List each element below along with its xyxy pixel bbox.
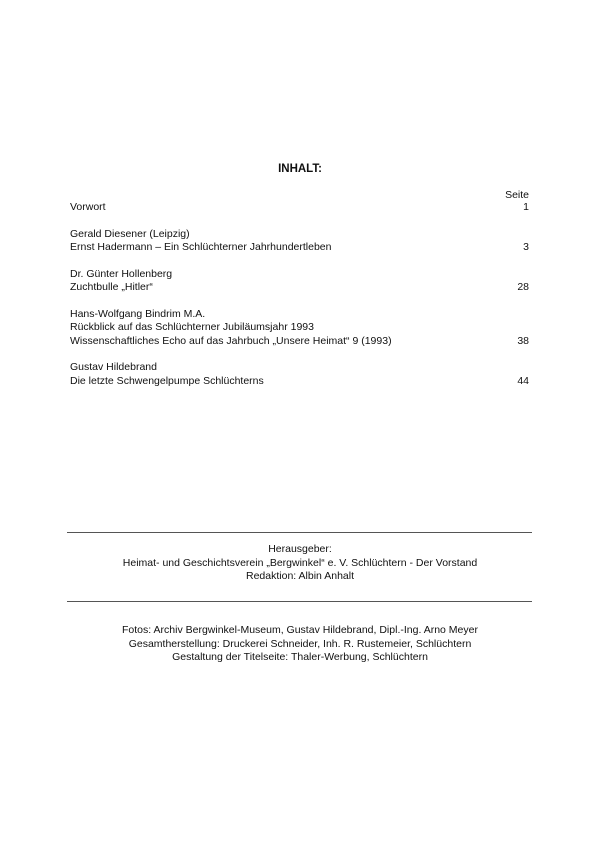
cover-credits: Gestaltung der Titelseite: Thaler-Werbung, Schlüchtern: [172, 651, 428, 663]
entry-page-number: 44: [517, 374, 529, 387]
publisher-block: [0, 543, 600, 584]
entry-title-continued: Wissenschaftliches Echo auf das Jahrbuch „Unsere Heimat“ 9 (1993): [70, 334, 392, 347]
entry-title: Vorwort: [70, 201, 106, 213]
production-credits: Gesamtherstellung: Druckerei Schneider, Inh. R. Rustemeier, Schlüchtern: [128, 637, 472, 650]
toc-entry-schwengelpumpe: [70, 361, 529, 388]
editor-credit: Redaktion: Albin Anhalt: [246, 570, 354, 582]
toc-entry-zuchtbulle: [70, 268, 529, 295]
page-column-label: Seite: [505, 189, 529, 201]
entry-page-number: 1: [523, 201, 529, 213]
entry-page-number: 28: [517, 281, 529, 293]
toc-entry-foreword: [70, 201, 529, 215]
entry-author: Hans-Wolfgang Bindrim M.A.: [70, 307, 206, 320]
divider-top: [67, 532, 532, 533]
entry-page-number: 38: [517, 334, 529, 347]
toc-heading: INHALT:: [278, 163, 322, 175]
publisher-label: Herausgeber:: [268, 543, 332, 555]
entry-author: Gustav Hildebrand: [70, 361, 157, 373]
entry-title: Ernst Hadermann – Ein Schlüchterner Jahrhundertleben: [70, 241, 332, 253]
entry-title: Die letzte Schwengelpumpe Schlüchterns: [70, 374, 264, 387]
entry-title: Zuchtbulle „Hitler“: [70, 281, 153, 293]
credits-block: [0, 624, 600, 665]
publisher-name: Heimat- und Geschichtsverein „Bergwinkel“ e. V. Schlüchtern - Der Vorstand: [122, 556, 478, 569]
table-of-contents: [70, 201, 529, 401]
photo-credits: Fotos: Archiv Bergwinkel-Museum, Gustav Hildebrand, Dipl.-Ing. Arno Meyer: [122, 624, 478, 636]
toc-entry-jubilaeumsjahr: [70, 308, 529, 349]
entry-author: Dr. Günter Hollenberg: [70, 267, 173, 280]
toc-entry-hadermann: [70, 228, 529, 255]
entry-title: Rückblick auf das Schlüchterner Jubiläumsjahr 1993: [70, 321, 314, 333]
entry-author: Gerald Diesener (Leipzig): [70, 227, 190, 240]
divider-bottom: [67, 601, 532, 602]
entry-page-number: 3: [523, 241, 529, 253]
